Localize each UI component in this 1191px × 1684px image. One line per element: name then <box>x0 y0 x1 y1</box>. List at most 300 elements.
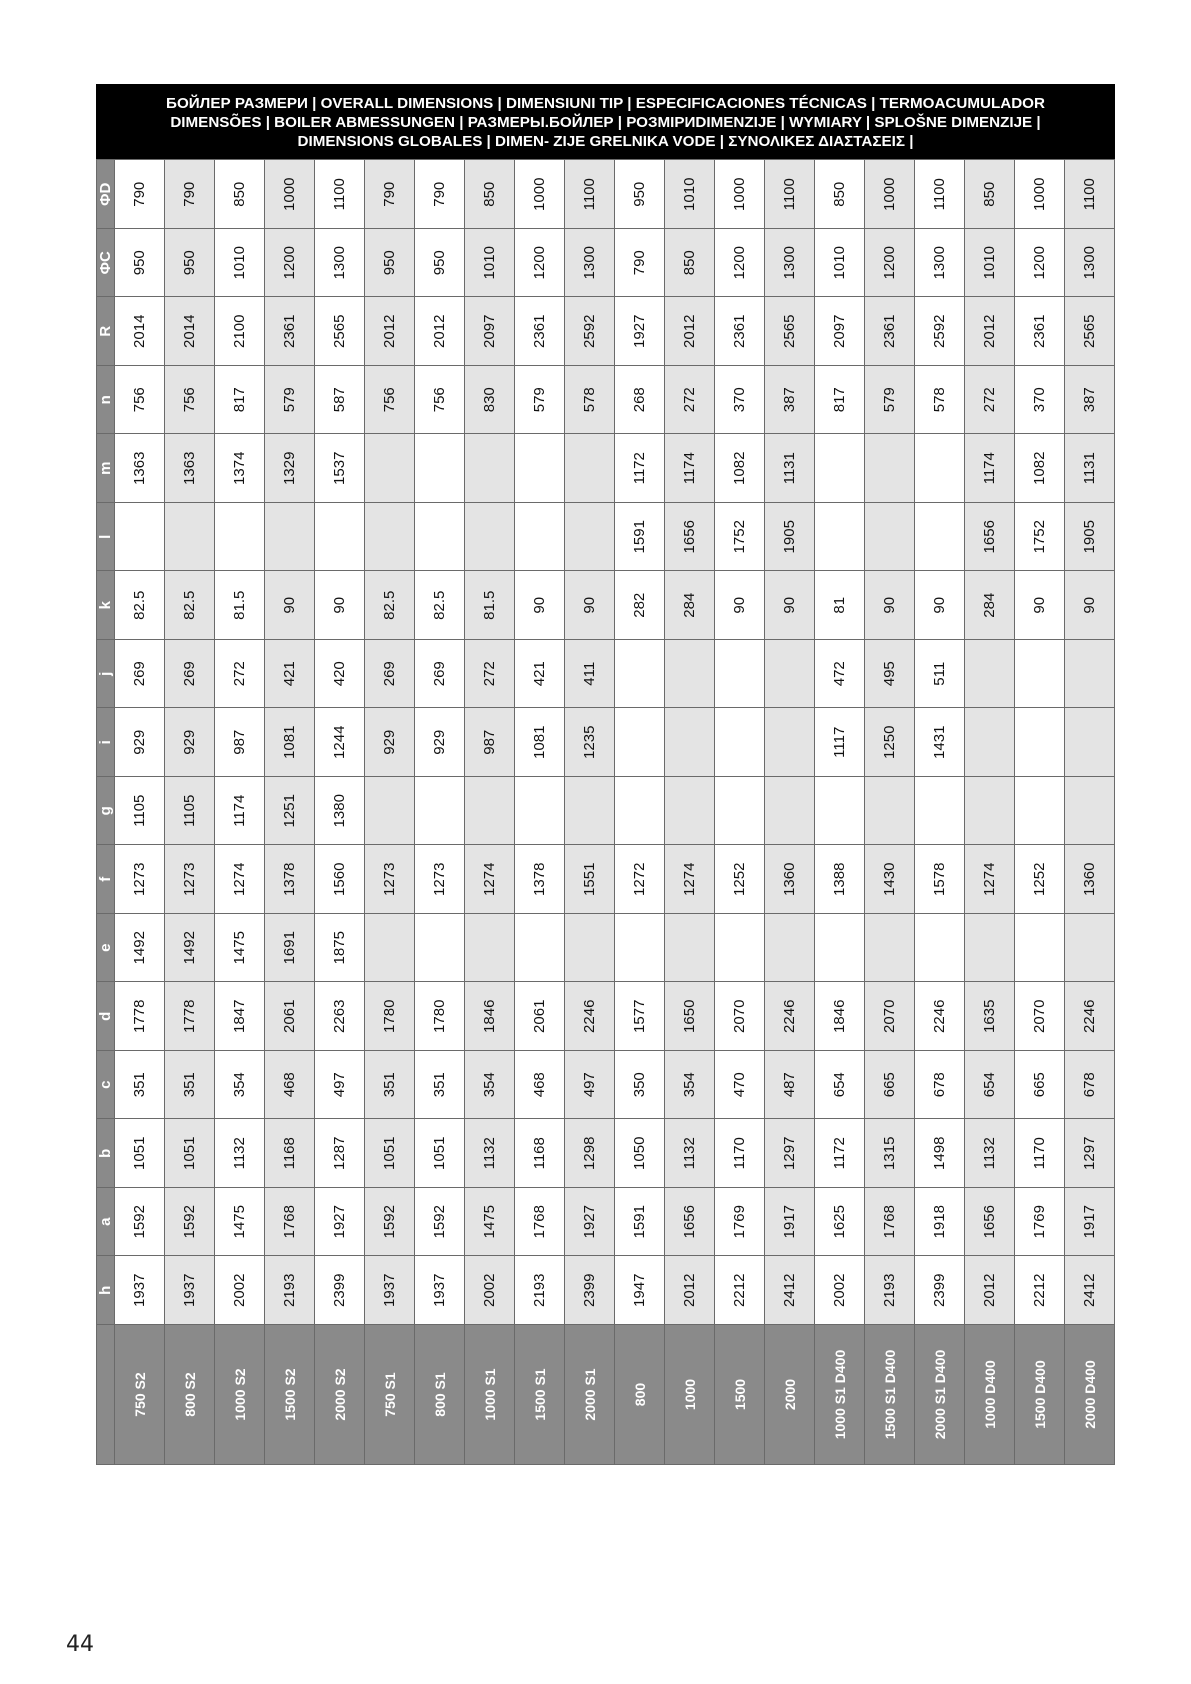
value-cell: 269 <box>415 640 465 709</box>
value-cell: 272 <box>215 640 265 709</box>
value-cell: 950 <box>415 229 465 298</box>
value-cell: 351 <box>415 1051 465 1120</box>
value-cell: 1329 <box>265 434 315 503</box>
value-cell: 578 <box>565 366 615 435</box>
dimension-header-cell: e <box>97 914 115 983</box>
value-cell <box>315 503 365 572</box>
dimension-header-cell: g <box>97 777 115 846</box>
value-cell <box>815 777 865 846</box>
value-cell: 678 <box>1065 1051 1115 1120</box>
value-cell: 1235 <box>565 708 615 777</box>
value-cell: 929 <box>115 708 165 777</box>
dimension-header-cell: m <box>97 434 115 503</box>
model-row <box>265 160 315 1465</box>
value-cell: 1374 <box>215 434 265 503</box>
value-cell: 2012 <box>365 297 415 366</box>
value-cell: 2361 <box>715 297 765 366</box>
value-cell: 2012 <box>415 297 465 366</box>
value-cell: 1297 <box>1065 1119 1115 1188</box>
value-cell: 1768 <box>265 1188 315 1257</box>
value-cell: 1131 <box>765 434 815 503</box>
model-row <box>565 160 615 1465</box>
model-row <box>865 160 915 1465</box>
value-cell: 351 <box>165 1051 215 1120</box>
value-cell: 90 <box>1015 571 1065 640</box>
value-cell: 1360 <box>1065 845 1115 914</box>
value-cell: 1577 <box>615 982 665 1051</box>
value-cell: 90 <box>715 571 765 640</box>
value-cell: 1315 <box>865 1119 915 1188</box>
value-cell: 1656 <box>965 1188 1015 1257</box>
dimension-header-cell: j <box>97 640 115 709</box>
value-cell <box>815 503 865 572</box>
rotated-table-container <box>96 160 1115 1465</box>
value-cell: 950 <box>165 229 215 298</box>
value-cell: 2565 <box>765 297 815 366</box>
value-cell: 420 <box>315 640 365 709</box>
value-cell: 1273 <box>365 845 415 914</box>
value-cell: 269 <box>165 640 215 709</box>
value-cell: 487 <box>765 1051 815 1120</box>
value-cell: 756 <box>115 366 165 435</box>
model-row <box>965 160 1015 1465</box>
value-cell: 950 <box>615 160 665 229</box>
value-cell: 2193 <box>265 1256 315 1325</box>
value-cell: 2061 <box>515 982 565 1051</box>
value-cell: 1200 <box>265 229 315 298</box>
value-cell: 1174 <box>665 434 715 503</box>
value-cell: 1010 <box>665 160 715 229</box>
value-cell <box>965 777 1015 846</box>
value-cell: 82.5 <box>365 571 415 640</box>
value-cell: 1363 <box>165 434 215 503</box>
value-cell: 1105 <box>165 777 215 846</box>
value-cell: 987 <box>215 708 265 777</box>
value-cell: 354 <box>665 1051 715 1120</box>
value-cell: 850 <box>965 160 1015 229</box>
value-cell: 272 <box>665 366 715 435</box>
value-cell: 579 <box>865 366 915 435</box>
value-cell: 1780 <box>415 982 465 1051</box>
value-cell: 756 <box>165 366 215 435</box>
value-cell <box>115 503 165 572</box>
value-cell <box>915 777 965 846</box>
value-cell <box>1065 640 1115 709</box>
value-cell: 2061 <box>265 982 315 1051</box>
corner-header-cell <box>97 1325 115 1465</box>
dimension-header-cell: c <box>97 1051 115 1120</box>
value-cell <box>865 434 915 503</box>
value-cell: 790 <box>415 160 465 229</box>
model-label-cell: 800 S2 <box>165 1325 215 1465</box>
value-cell: 2002 <box>465 1256 515 1325</box>
value-cell: 2361 <box>865 297 915 366</box>
value-cell <box>1015 708 1065 777</box>
value-cell: 756 <box>365 366 415 435</box>
value-cell <box>715 640 765 709</box>
value-cell: 1200 <box>1015 229 1065 298</box>
value-cell: 1592 <box>165 1188 215 1257</box>
value-cell: 269 <box>115 640 165 709</box>
value-cell <box>665 777 715 846</box>
value-cell: 1274 <box>215 845 265 914</box>
value-cell: 665 <box>865 1051 915 1120</box>
value-cell: 2100 <box>215 297 265 366</box>
value-cell: 2592 <box>565 297 615 366</box>
value-cell: 511 <box>915 640 965 709</box>
value-cell: 90 <box>315 571 365 640</box>
model-label-cell: 1000 <box>665 1325 715 1465</box>
value-cell: 1170 <box>715 1119 765 1188</box>
value-cell: 1656 <box>665 503 715 572</box>
model-label-cell: 750 S1 <box>365 1325 415 1465</box>
value-cell: 2002 <box>215 1256 265 1325</box>
model-row <box>765 160 815 1465</box>
value-cell: 1656 <box>665 1188 715 1257</box>
value-cell: 1100 <box>915 160 965 229</box>
value-cell <box>365 503 415 572</box>
model-row <box>915 160 965 1465</box>
value-cell: 284 <box>665 571 715 640</box>
value-cell <box>565 503 615 572</box>
value-cell <box>615 914 665 983</box>
dimension-header-cell: l <box>97 503 115 572</box>
value-cell: 387 <box>1065 366 1115 435</box>
value-cell: 90 <box>515 571 565 640</box>
model-label-cell: 2000 D400 <box>1065 1325 1115 1465</box>
value-cell: 1287 <box>315 1119 365 1188</box>
value-cell: 1498 <box>915 1119 965 1188</box>
value-cell: 678 <box>915 1051 965 1120</box>
value-cell: 2212 <box>715 1256 765 1325</box>
value-cell: 929 <box>165 708 215 777</box>
model-row <box>415 160 465 1465</box>
value-cell: 1918 <box>915 1188 965 1257</box>
value-cell: 1592 <box>365 1188 415 1257</box>
value-cell: 1780 <box>365 982 415 1051</box>
value-cell: 1578 <box>915 845 965 914</box>
value-cell: 1170 <box>1015 1119 1065 1188</box>
value-cell: 1591 <box>615 1188 665 1257</box>
value-cell: 1010 <box>965 229 1015 298</box>
page-number: 44 <box>66 1632 94 1657</box>
value-cell: 1272 <box>615 845 665 914</box>
value-cell <box>615 777 665 846</box>
value-cell: 1174 <box>215 777 265 846</box>
value-cell: 1250 <box>865 708 915 777</box>
value-cell: 578 <box>915 366 965 435</box>
dimension-header-cell: n <box>97 366 115 435</box>
value-cell <box>515 777 565 846</box>
value-cell: 1051 <box>415 1119 465 1188</box>
value-cell: 654 <box>815 1051 865 1120</box>
value-cell: 2263 <box>315 982 365 1051</box>
value-cell <box>965 708 1015 777</box>
value-cell: 1947 <box>615 1256 665 1325</box>
value-cell <box>515 503 565 572</box>
value-cell <box>665 914 715 983</box>
value-cell <box>1015 640 1065 709</box>
value-cell: 2246 <box>765 982 815 1051</box>
value-cell: 1000 <box>1015 160 1065 229</box>
model-label-cell: 1500 S1 D400 <box>865 1325 915 1465</box>
value-cell: 1380 <box>315 777 365 846</box>
value-cell: 1105 <box>115 777 165 846</box>
model-label-cell: 1000 S2 <box>215 1325 265 1465</box>
value-cell <box>615 640 665 709</box>
value-cell: 1363 <box>115 434 165 503</box>
value-cell: 468 <box>265 1051 315 1120</box>
value-cell <box>365 914 415 983</box>
value-cell: 2361 <box>1015 297 1065 366</box>
value-cell: 2012 <box>665 1256 715 1325</box>
value-cell: 1132 <box>215 1119 265 1188</box>
value-cell: 850 <box>665 229 715 298</box>
value-cell <box>415 503 465 572</box>
value-cell: 2070 <box>715 982 765 1051</box>
value-cell: 1430 <box>865 845 915 914</box>
model-label-cell: 2000 S1 <box>565 1325 615 1465</box>
value-cell: 1492 <box>115 914 165 983</box>
model-row <box>465 160 515 1465</box>
value-cell: 929 <box>365 708 415 777</box>
value-cell: 2070 <box>865 982 915 1051</box>
value-cell <box>915 914 965 983</box>
value-cell: 1847 <box>215 982 265 1051</box>
value-cell: 2246 <box>915 982 965 1051</box>
value-cell: 1625 <box>815 1188 865 1257</box>
dimension-header-cell: k <box>97 571 115 640</box>
value-cell: 1846 <box>465 982 515 1051</box>
value-cell: 1650 <box>665 982 715 1051</box>
value-cell: 351 <box>365 1051 415 1120</box>
model-row <box>815 160 865 1465</box>
value-cell: 90 <box>1065 571 1115 640</box>
value-cell: 2246 <box>565 982 615 1051</box>
value-cell: 1132 <box>665 1119 715 1188</box>
value-cell: 2361 <box>265 297 315 366</box>
value-cell <box>365 434 415 503</box>
value-cell: 1251 <box>265 777 315 846</box>
value-cell: 1937 <box>365 1256 415 1325</box>
value-cell <box>765 640 815 709</box>
value-cell: 830 <box>465 366 515 435</box>
value-cell: 1051 <box>365 1119 415 1188</box>
value-cell: 2193 <box>865 1256 915 1325</box>
value-cell: 1905 <box>1065 503 1115 572</box>
model-row <box>115 160 165 1465</box>
value-cell: 81.5 <box>465 571 515 640</box>
value-cell: 495 <box>865 640 915 709</box>
title-line-2: DIMENSÕES | BOILER ABMESSUNGEN | РАЗМЕРЫ.БОЙЛЕР | РОЗМІРИDIMENZIJE | WYMIARY | SPLOŠNE DIMENZIJE | <box>170 113 1041 131</box>
value-cell <box>615 708 665 777</box>
value-cell <box>515 434 565 503</box>
value-cell: 850 <box>465 160 515 229</box>
value-cell: 1768 <box>515 1188 565 1257</box>
value-cell: 1273 <box>115 845 165 914</box>
model-label-cell: 1000 D400 <box>965 1325 1015 1465</box>
value-cell: 1200 <box>515 229 565 298</box>
value-cell: 1274 <box>665 845 715 914</box>
value-cell: 272 <box>465 640 515 709</box>
value-cell: 1168 <box>265 1119 315 1188</box>
value-cell: 817 <box>815 366 865 435</box>
dimensions-table-wrapper <box>96 160 1115 1465</box>
value-cell: 90 <box>565 571 615 640</box>
value-cell <box>465 914 515 983</box>
value-cell: 1273 <box>415 845 465 914</box>
model-label-cell: 1500 S2 <box>265 1325 315 1465</box>
value-cell: 2412 <box>1065 1256 1115 1325</box>
value-cell: 1537 <box>315 434 365 503</box>
value-cell <box>865 503 915 572</box>
value-cell: 1917 <box>1065 1188 1115 1257</box>
value-cell: 1082 <box>715 434 765 503</box>
dimensions-table-body <box>115 160 1115 1465</box>
value-cell: 1100 <box>1065 160 1115 229</box>
model-row <box>515 160 565 1465</box>
value-cell: 2002 <box>815 1256 865 1325</box>
value-cell: 1937 <box>165 1256 215 1325</box>
value-cell: 790 <box>615 229 665 298</box>
value-cell: 756 <box>415 366 465 435</box>
value-cell: 90 <box>915 571 965 640</box>
value-cell <box>1065 914 1115 983</box>
title-banner <box>96 84 1115 160</box>
value-cell: 2399 <box>565 1256 615 1325</box>
value-cell: 1300 <box>765 229 815 298</box>
value-cell: 421 <box>515 640 565 709</box>
value-cell <box>865 914 915 983</box>
dimension-header-cell: ΦD <box>97 160 115 229</box>
value-cell: 2012 <box>665 297 715 366</box>
value-cell: 1000 <box>715 160 765 229</box>
value-cell: 2399 <box>915 1256 965 1325</box>
value-cell: 269 <box>365 640 415 709</box>
value-cell: 1752 <box>715 503 765 572</box>
value-cell: 1100 <box>565 160 615 229</box>
model-label-cell: 1500 S1 <box>515 1325 565 1465</box>
model-row <box>615 160 665 1465</box>
value-cell: 1591 <box>615 503 665 572</box>
model-header-row <box>97 160 115 1465</box>
value-cell <box>865 777 915 846</box>
value-cell <box>715 914 765 983</box>
value-cell: 1937 <box>415 1256 465 1325</box>
value-cell: 354 <box>465 1051 515 1120</box>
dimension-header-cell: i <box>97 708 115 777</box>
value-cell: 790 <box>115 160 165 229</box>
value-cell: 1117 <box>815 708 865 777</box>
value-cell: 2070 <box>1015 982 1065 1051</box>
value-cell: 1010 <box>815 229 865 298</box>
value-cell: 2012 <box>965 297 1015 366</box>
value-cell: 790 <box>365 160 415 229</box>
value-cell: 284 <box>965 571 1015 640</box>
value-cell: 2592 <box>915 297 965 366</box>
value-cell: 1927 <box>565 1188 615 1257</box>
value-cell <box>765 708 815 777</box>
value-cell: 2193 <box>515 1256 565 1325</box>
value-cell: 1752 <box>1015 503 1065 572</box>
value-cell: 850 <box>815 160 865 229</box>
value-cell: 1050 <box>615 1119 665 1188</box>
value-cell <box>565 914 615 983</box>
dimension-header-cell: h <box>97 1256 115 1325</box>
value-cell: 1132 <box>465 1119 515 1188</box>
model-row <box>315 160 365 1465</box>
value-cell: 90 <box>265 571 315 640</box>
value-cell: 1010 <box>465 229 515 298</box>
dimension-header-cell: f <box>97 845 115 914</box>
value-cell: 1300 <box>315 229 365 298</box>
dimension-header-cell: ΦC <box>97 229 115 298</box>
value-cell: 1000 <box>865 160 915 229</box>
value-cell: 1592 <box>415 1188 465 1257</box>
value-cell: 1200 <box>865 229 915 298</box>
value-cell: 468 <box>515 1051 565 1120</box>
value-cell <box>365 777 415 846</box>
value-cell <box>1065 708 1115 777</box>
value-cell <box>465 503 515 572</box>
value-cell <box>565 777 615 846</box>
value-cell: 1875 <box>315 914 365 983</box>
value-cell: 1905 <box>765 503 815 572</box>
value-cell: 1769 <box>715 1188 765 1257</box>
value-cell: 1475 <box>215 914 265 983</box>
value-cell: 268 <box>615 366 665 435</box>
value-cell: 1768 <box>865 1188 915 1257</box>
value-cell: 1300 <box>565 229 615 298</box>
dimensions-table <box>96 160 1115 1466</box>
value-cell: 579 <box>265 366 315 435</box>
value-cell: 2361 <box>515 297 565 366</box>
value-cell: 1051 <box>165 1119 215 1188</box>
value-cell: 1475 <box>465 1188 515 1257</box>
value-cell: 1431 <box>915 708 965 777</box>
value-cell: 2399 <box>315 1256 365 1325</box>
model-label-cell: 2000 S1 D400 <box>915 1325 965 1465</box>
model-label-cell: 1500 <box>715 1325 765 1465</box>
value-cell: 1551 <box>565 845 615 914</box>
value-cell: 1560 <box>315 845 365 914</box>
value-cell <box>415 777 465 846</box>
value-cell: 2097 <box>465 297 515 366</box>
model-row <box>165 160 215 1465</box>
value-cell: 1378 <box>515 845 565 914</box>
value-cell: 350 <box>615 1051 665 1120</box>
value-cell <box>815 434 865 503</box>
value-cell: 370 <box>1015 366 1065 435</box>
value-cell <box>415 434 465 503</box>
value-cell <box>915 503 965 572</box>
value-cell <box>415 914 465 983</box>
model-label-cell: 1000 S1 <box>465 1325 515 1465</box>
value-cell: 1927 <box>315 1188 365 1257</box>
value-cell: 1200 <box>715 229 765 298</box>
value-cell <box>1015 914 1065 983</box>
title-line-3: DIMENSIONS GLOBALES | DIMEN- ZIJE GRELNIKA VODE | ΣΥΝΟΛΙΚΕΣ ΔΙΑΣΤΑΣΕΙΣ | <box>297 132 914 150</box>
value-cell: 1168 <box>515 1119 565 1188</box>
value-cell <box>765 914 815 983</box>
value-cell: 1388 <box>815 845 865 914</box>
model-label-cell: 800 <box>615 1325 665 1465</box>
value-cell: 282 <box>615 571 665 640</box>
value-cell: 850 <box>215 160 265 229</box>
value-cell <box>465 777 515 846</box>
value-cell: 1081 <box>515 708 565 777</box>
value-cell: 351 <box>115 1051 165 1120</box>
